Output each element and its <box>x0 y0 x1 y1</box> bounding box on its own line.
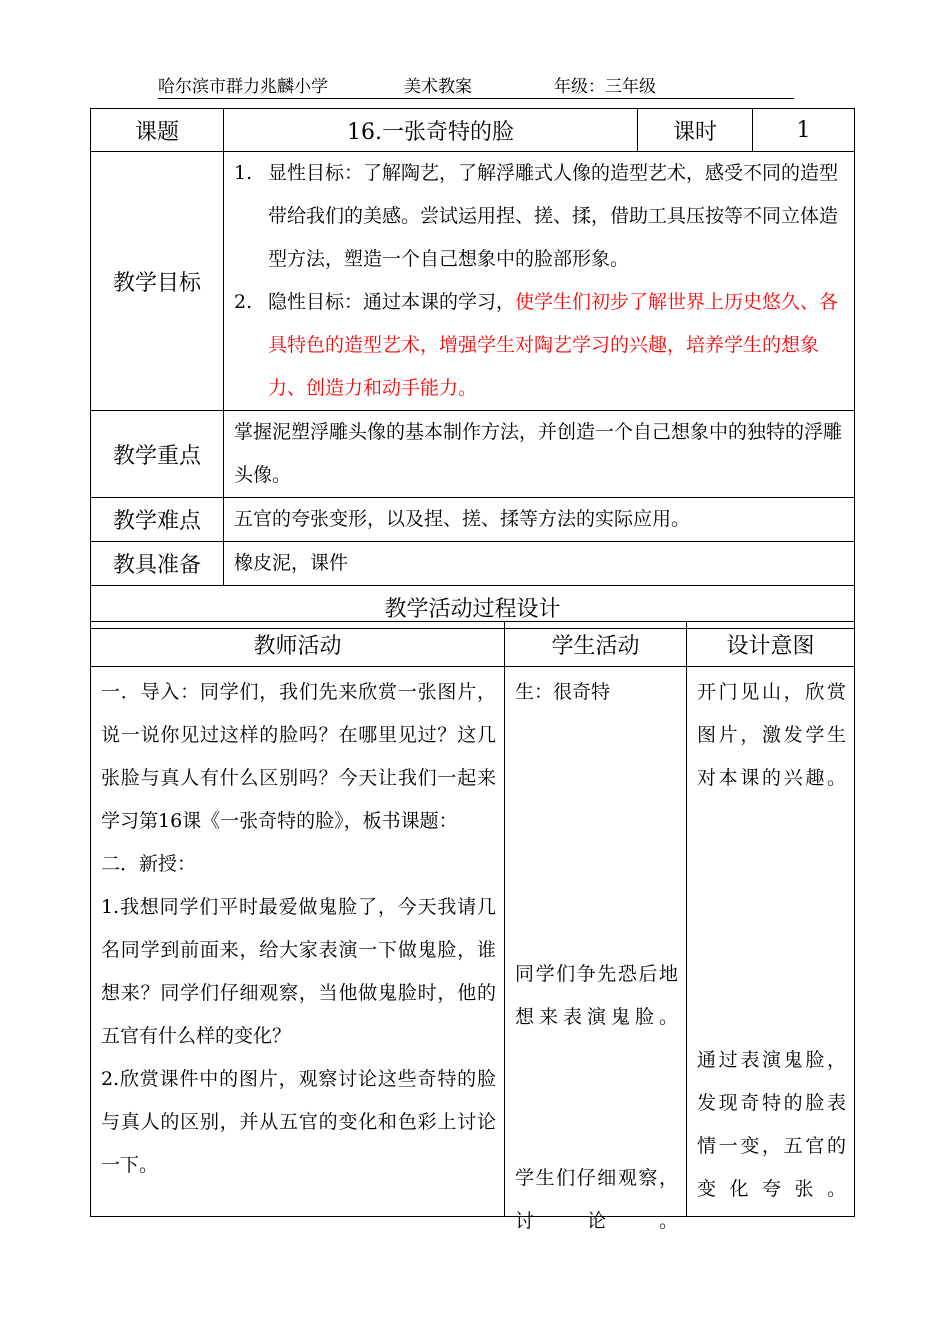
topic-value: 16.一张奇特的脸 <box>224 109 638 152</box>
design-intent <box>687 667 855 1217</box>
teacher-paragraph: 二．新授： <box>101 853 197 875</box>
hours-label: 课时 <box>638 109 753 152</box>
materials-label: 教具准备 <box>91 542 224 586</box>
student-note: 学生们仔细观察，讨论。 <box>515 1167 678 1232</box>
goal-highlight: 使学生们初步了解世界上历史悠久、各具特色的造型艺术，增强学生对陶艺学习的兴趣，培养学生的想象力、创造力和动手能力。 <box>268 291 839 399</box>
lesson-info-table <box>90 108 855 629</box>
page-header <box>158 76 794 99</box>
goal-item: 2. 隐性目标：通过本课的学习，使学生们初步了解世界上历史悠久、各具特色的造型艺术，增强学生对陶艺学习的兴趣，培养学生的想象力、创造力和动手能力。 <box>234 281 846 410</box>
key-point-row <box>91 411 855 498</box>
goals-content <box>224 152 855 411</box>
process-content-row <box>91 667 855 1217</box>
goal-text: 隐性目标：通过本课的学习，使学生们初步了解世界上历史悠久、各具特色的造型艺术，增强学生对陶艺学习的兴趣，培养学生的想象力、创造力和动手能力。 <box>268 291 839 399</box>
process-title: 教学活动过程设计 <box>91 586 855 629</box>
goal-text: 显性目标：了解陶艺，了解浮雕式人像的造型艺术，感受不同的造型带给我们的美感。尝试运用捏、搓、揉，借助工具压按等不同立体造型方法，塑造一个自己想象中的脸部形象。 <box>268 162 839 270</box>
process-table <box>90 621 855 1232</box>
hours-value: 1 <box>753 109 855 152</box>
col-intent: 设计意图 <box>687 622 855 667</box>
topic-label: 课题 <box>91 109 224 152</box>
intent-note: 开门见山，欣赏图片，激发学生对本课的兴趣。 <box>697 681 846 789</box>
difficulty-label: 教学难点 <box>91 498 224 542</box>
intent-note: 通过表演鬼脸，发现奇特的脸表情一变，五官的变化夸张。 <box>697 1049 846 1200</box>
materials-row <box>91 542 855 586</box>
difficulty-row <box>91 498 855 542</box>
key-point-label: 教学重点 <box>91 411 224 498</box>
student-note: 同学们争先恐后地想来表演鬼脸。 <box>515 963 678 1028</box>
key-point-text: 掌握泥塑浮雕头像的基本制作方法，并创造一个自己想象中的独特的浮雕头像。 <box>224 411 855 498</box>
col-student: 学生活动 <box>505 622 687 667</box>
teacher-activity <box>91 667 505 1217</box>
col-teacher: 教师活动 <box>91 622 505 667</box>
topic-row <box>91 109 855 152</box>
grade-label: 年级：三年级 <box>554 77 656 97</box>
materials-text: 橡皮泥，课件 <box>224 542 855 586</box>
goals-row <box>91 152 855 411</box>
teacher-paragraph: 1.我想同学们平时最爱做鬼脸了，今天我请几名同学到前面来，给大家表演一下做鬼脸，谁想来？同学们仔细观察，当他做鬼脸时，他的五官有什么样的变化？ <box>101 896 496 1047</box>
teacher-paragraph: 一．导入：同学们，我们先来欣赏一张图片，说一说你见过这样的脸吗？在哪里见过？这几张脸与真人有什么区别吗？今天让我们一起来学习第16课《一张奇特的脸》，板书课题： <box>101 681 496 832</box>
school-name: 哈尔滨市群力兆麟小学 <box>158 77 328 97</box>
process-header-row <box>91 622 855 667</box>
goal-item: 1. 显性目标：了解陶艺，了解浮雕式人像的造型艺术，感受不同的造型带给我们的美感。尝试运用捏、搓、揉，借助工具压按等不同立体造型方法，塑造一个自己想象中的脸部形象。 <box>234 152 846 281</box>
goals-label: 教学目标 <box>91 152 224 411</box>
subject-name: 美术教案 <box>404 77 472 97</box>
teacher-paragraph: 2.欣赏课件中的图片，观察讨论这些奇特的脸与真人的区别，并从五官的变化和色彩上讨论一下。 <box>101 1068 496 1176</box>
student-activity <box>505 667 687 1232</box>
student-note: 生：很奇特 <box>515 681 611 703</box>
difficulty-text: 五官的夸张变形，以及捏、搓、揉等方法的实际应用。 <box>224 498 855 542</box>
